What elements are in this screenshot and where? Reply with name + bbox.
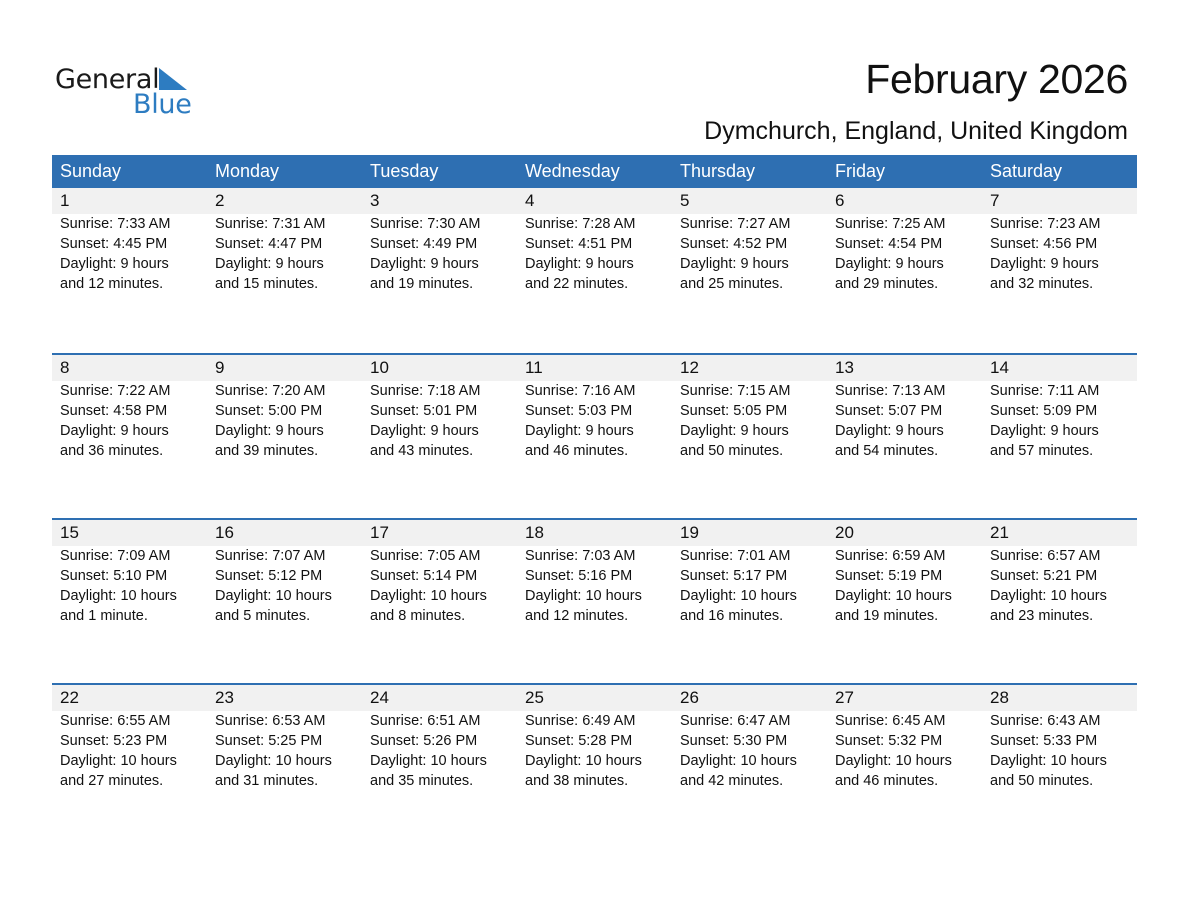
daylight-hours: Daylight: 9 hours xyxy=(835,423,944,439)
daylight-minutes: and 15 minutes. xyxy=(215,276,319,292)
daylight-hours: Daylight: 10 hours xyxy=(60,753,177,769)
day-cell xyxy=(982,355,1137,461)
sunrise-time: Sunrise: 6:53 AM xyxy=(215,713,326,729)
daylight-minutes: and 46 minutes. xyxy=(835,773,939,789)
day-number: 14 xyxy=(990,358,1009,377)
day-sun-info xyxy=(990,381,1137,461)
sunset-time: Sunset: 5:07 PM xyxy=(835,403,943,419)
daylight-minutes: and 42 minutes. xyxy=(680,773,784,789)
daylight-hours: Daylight: 10 hours xyxy=(680,753,797,769)
day-number: 1 xyxy=(60,191,70,210)
day-cell xyxy=(672,188,827,294)
week-row xyxy=(52,683,1137,848)
daylight-minutes: and 5 minutes. xyxy=(215,608,311,624)
weekday-wednesday: Wednesday xyxy=(525,161,620,181)
sunset-time: Sunset: 4:54 PM xyxy=(835,236,943,252)
day-cell xyxy=(827,355,982,461)
daylight-minutes: and 50 minutes. xyxy=(990,773,1094,789)
location-subtitle: Dymchurch, England, United Kingdom xyxy=(704,117,1128,145)
day-cell xyxy=(982,685,1137,791)
sunrise-time: Sunrise: 7:22 AM xyxy=(60,383,171,399)
sunset-time: Sunset: 5:01 PM xyxy=(370,403,478,419)
day-cell xyxy=(207,685,362,791)
day-cell xyxy=(672,685,827,791)
day-number: 22 xyxy=(60,688,79,707)
sunrise-time: Sunrise: 7:07 AM xyxy=(215,548,326,564)
weekday-thursday: Thursday xyxy=(680,161,756,181)
day-number: 16 xyxy=(215,523,234,542)
sunset-time: Sunset: 5:05 PM xyxy=(680,403,788,419)
day-sun-info xyxy=(680,711,827,791)
sunset-time: Sunset: 5:12 PM xyxy=(215,568,323,584)
sunset-time: Sunset: 4:49 PM xyxy=(370,236,478,252)
sunrise-time: Sunrise: 7:30 AM xyxy=(370,216,481,232)
week-days xyxy=(52,355,1137,461)
daylight-hours: Daylight: 9 hours xyxy=(215,256,324,272)
daylight-minutes: and 25 minutes. xyxy=(680,276,784,292)
daylight-hours: Daylight: 10 hours xyxy=(215,753,332,769)
day-number: 3 xyxy=(370,191,380,210)
weekday-saturday: Saturday xyxy=(990,161,1063,181)
calendar-grid xyxy=(52,155,1137,848)
day-number: 19 xyxy=(680,523,699,542)
day-cell xyxy=(517,685,672,791)
sunset-time: Sunset: 5:23 PM xyxy=(60,733,168,749)
day-sun-info xyxy=(370,214,517,294)
daylight-minutes: and 12 minutes. xyxy=(60,276,164,292)
day-cell xyxy=(52,685,207,791)
sunrise-time: Sunrise: 6:45 AM xyxy=(835,713,946,729)
day-number: 23 xyxy=(215,688,234,707)
week-row xyxy=(52,188,1137,353)
day-number: 17 xyxy=(370,523,389,542)
daylight-hours: Daylight: 10 hours xyxy=(680,588,797,604)
week-row xyxy=(52,518,1137,683)
daylight-minutes: and 19 minutes. xyxy=(370,276,474,292)
daylight-hours: Daylight: 9 hours xyxy=(990,423,1099,439)
day-sun-info xyxy=(990,214,1137,294)
logo-text-blue: Blue xyxy=(133,89,192,120)
day-number: 8 xyxy=(60,358,70,377)
day-number: 2 xyxy=(215,191,225,210)
daylight-hours: Daylight: 10 hours xyxy=(990,753,1107,769)
day-sun-info xyxy=(680,381,827,461)
daylight-minutes: and 32 minutes. xyxy=(990,276,1094,292)
daylight-minutes: and 39 minutes. xyxy=(215,443,319,459)
sunrise-time: Sunrise: 7:16 AM xyxy=(525,383,636,399)
daylight-hours: Daylight: 9 hours xyxy=(835,256,944,272)
sunrise-time: Sunrise: 6:57 AM xyxy=(990,548,1101,564)
day-sun-info xyxy=(370,546,517,626)
day-cell xyxy=(827,685,982,791)
sunrise-time: Sunrise: 6:59 AM xyxy=(835,548,946,564)
week-days xyxy=(52,520,1137,626)
sunset-time: Sunset: 4:52 PM xyxy=(680,236,788,252)
day-cell xyxy=(517,520,672,626)
weekday-header xyxy=(52,155,1137,188)
daylight-hours: Daylight: 10 hours xyxy=(215,588,332,604)
day-sun-info xyxy=(215,546,362,626)
sunrise-time: Sunrise: 7:31 AM xyxy=(215,216,326,232)
day-cell xyxy=(982,520,1137,626)
day-cell xyxy=(362,685,517,791)
daylight-hours: Daylight: 10 hours xyxy=(835,753,952,769)
day-sun-info xyxy=(990,546,1137,626)
page-title: February 2026 xyxy=(865,56,1128,102)
sunrise-time: Sunrise: 7:01 AM xyxy=(680,548,791,564)
daylight-minutes: and 54 minutes. xyxy=(835,443,939,459)
day-cell xyxy=(52,520,207,626)
daylight-hours: Daylight: 9 hours xyxy=(60,256,169,272)
daylight-minutes: and 23 minutes. xyxy=(990,608,1094,624)
daylight-hours: Daylight: 10 hours xyxy=(370,753,487,769)
sunset-time: Sunset: 5:10 PM xyxy=(60,568,168,584)
day-sun-info xyxy=(215,711,362,791)
day-sun-info xyxy=(215,381,362,461)
daylight-minutes: and 1 minute. xyxy=(60,608,148,624)
sunrise-time: Sunrise: 7:11 AM xyxy=(990,383,1100,399)
sunrise-time: Sunrise: 6:55 AM xyxy=(60,713,171,729)
day-sun-info xyxy=(835,381,982,461)
sunset-time: Sunset: 4:58 PM xyxy=(60,403,168,419)
day-cell xyxy=(827,520,982,626)
day-cell xyxy=(207,188,362,294)
sunrise-time: Sunrise: 7:27 AM xyxy=(680,216,791,232)
sunset-time: Sunset: 5:25 PM xyxy=(215,733,323,749)
week-days xyxy=(52,188,1137,294)
day-cell xyxy=(672,355,827,461)
day-sun-info xyxy=(215,214,362,294)
day-cell xyxy=(207,520,362,626)
daylight-hours: Daylight: 9 hours xyxy=(525,256,634,272)
day-number: 24 xyxy=(370,688,389,707)
day-number: 15 xyxy=(60,523,79,542)
day-number: 21 xyxy=(990,523,1009,542)
day-sun-info xyxy=(525,546,672,626)
sunset-time: Sunset: 5:32 PM xyxy=(835,733,943,749)
sunset-time: Sunset: 5:33 PM xyxy=(990,733,1098,749)
daylight-minutes: and 31 minutes. xyxy=(215,773,319,789)
day-sun-info xyxy=(60,711,207,791)
sunrise-time: Sunrise: 7:28 AM xyxy=(525,216,636,232)
weekday-monday: Monday xyxy=(215,161,280,181)
day-cell xyxy=(982,188,1137,294)
daylight-minutes: and 8 minutes. xyxy=(370,608,466,624)
day-sun-info xyxy=(525,711,672,791)
sunset-time: Sunset: 4:45 PM xyxy=(60,236,168,252)
day-cell xyxy=(362,520,517,626)
day-number: 28 xyxy=(990,688,1009,707)
daylight-hours: Daylight: 9 hours xyxy=(680,256,789,272)
sunset-time: Sunset: 5:19 PM xyxy=(835,568,943,584)
sunset-time: Sunset: 5:14 PM xyxy=(370,568,478,584)
day-sun-info xyxy=(835,546,982,626)
sunrise-time: Sunrise: 6:49 AM xyxy=(525,713,636,729)
logo-text-general: General xyxy=(55,64,160,95)
daylight-minutes: and 27 minutes. xyxy=(60,773,164,789)
day-cell xyxy=(362,355,517,461)
day-sun-info xyxy=(680,546,827,626)
sunrise-time: Sunrise: 7:05 AM xyxy=(370,548,481,564)
sunrise-time: Sunrise: 7:03 AM xyxy=(525,548,636,564)
day-number: 10 xyxy=(370,358,389,377)
day-cell xyxy=(362,188,517,294)
daylight-hours: Daylight: 9 hours xyxy=(215,423,324,439)
day-number: 18 xyxy=(525,523,544,542)
day-sun-info xyxy=(835,711,982,791)
sunrise-time: Sunrise: 7:23 AM xyxy=(990,216,1101,232)
weekday-sunday: Sunday xyxy=(60,161,122,181)
daylight-hours: Daylight: 10 hours xyxy=(370,588,487,604)
day-sun-info xyxy=(60,381,207,461)
weeks-container xyxy=(52,188,1137,848)
sunset-time: Sunset: 5:00 PM xyxy=(215,403,323,419)
sunset-time: Sunset: 5:28 PM xyxy=(525,733,633,749)
day-number: 9 xyxy=(215,358,225,377)
sunrise-time: Sunrise: 7:18 AM xyxy=(370,383,481,399)
daylight-hours: Daylight: 10 hours xyxy=(525,753,642,769)
sunset-time: Sunset: 5:03 PM xyxy=(525,403,633,419)
daylight-hours: Daylight: 9 hours xyxy=(990,256,1099,272)
daylight-minutes: and 29 minutes. xyxy=(835,276,939,292)
day-sun-info xyxy=(680,214,827,294)
sunset-time: Sunset: 5:26 PM xyxy=(370,733,478,749)
day-sun-info xyxy=(60,546,207,626)
daylight-hours: Daylight: 9 hours xyxy=(370,256,479,272)
daylight-minutes: and 19 minutes. xyxy=(835,608,939,624)
sunset-time: Sunset: 5:30 PM xyxy=(680,733,788,749)
daylight-minutes: and 35 minutes. xyxy=(370,773,474,789)
sunrise-time: Sunrise: 7:33 AM xyxy=(60,216,171,232)
day-cell xyxy=(672,520,827,626)
day-number: 12 xyxy=(680,358,699,377)
daylight-hours: Daylight: 9 hours xyxy=(60,423,169,439)
week-row xyxy=(52,353,1137,518)
day-number: 26 xyxy=(680,688,699,707)
sunset-time: Sunset: 5:21 PM xyxy=(990,568,1098,584)
day-cell xyxy=(827,188,982,294)
daylight-minutes: and 50 minutes. xyxy=(680,443,784,459)
daylight-minutes: and 43 minutes. xyxy=(370,443,474,459)
weekday-friday: Friday xyxy=(835,161,886,181)
day-cell xyxy=(517,355,672,461)
sunrise-time: Sunrise: 7:09 AM xyxy=(60,548,171,564)
day-number: 5 xyxy=(680,191,690,210)
day-sun-info xyxy=(60,214,207,294)
daylight-minutes: and 22 minutes. xyxy=(525,276,629,292)
daylight-minutes: and 46 minutes. xyxy=(525,443,629,459)
daylight-hours: Daylight: 9 hours xyxy=(680,423,789,439)
sunrise-time: Sunrise: 7:20 AM xyxy=(215,383,326,399)
sunrise-time: Sunrise: 6:43 AM xyxy=(990,713,1101,729)
daylight-minutes: and 57 minutes. xyxy=(990,443,1094,459)
sunset-time: Sunset: 5:09 PM xyxy=(990,403,1098,419)
sunrise-time: Sunrise: 7:15 AM xyxy=(680,383,791,399)
weekday-tuesday: Tuesday xyxy=(370,161,439,181)
sunrise-time: Sunrise: 6:47 AM xyxy=(680,713,791,729)
day-number: 27 xyxy=(835,688,854,707)
sunrise-time: Sunrise: 6:51 AM xyxy=(370,713,481,729)
daylight-minutes: and 38 minutes. xyxy=(525,773,629,789)
day-number: 11 xyxy=(525,358,543,377)
daylight-hours: Daylight: 10 hours xyxy=(835,588,952,604)
day-number: 4 xyxy=(525,191,535,210)
daylight-minutes: and 16 minutes. xyxy=(680,608,784,624)
day-sun-info xyxy=(990,711,1137,791)
day-sun-info xyxy=(525,214,672,294)
day-sun-info xyxy=(370,381,517,461)
daylight-hours: Daylight: 9 hours xyxy=(370,423,479,439)
daylight-minutes: and 12 minutes. xyxy=(525,608,629,624)
day-sun-info xyxy=(835,214,982,294)
daylight-hours: Daylight: 10 hours xyxy=(60,588,177,604)
day-sun-info xyxy=(525,381,672,461)
day-number: 6 xyxy=(835,191,845,210)
day-cell xyxy=(52,188,207,294)
daylight-hours: Daylight: 10 hours xyxy=(525,588,642,604)
daylight-hours: Daylight: 10 hours xyxy=(990,588,1107,604)
day-cell xyxy=(517,188,672,294)
sunrise-time: Sunrise: 7:13 AM xyxy=(835,383,946,399)
sunset-time: Sunset: 5:17 PM xyxy=(680,568,788,584)
day-number: 7 xyxy=(990,191,1000,210)
day-cell xyxy=(207,355,362,461)
daylight-minutes: and 36 minutes. xyxy=(60,443,164,459)
day-number: 13 xyxy=(835,358,854,377)
day-sun-info xyxy=(370,711,517,791)
day-cell xyxy=(52,355,207,461)
week-days xyxy=(52,685,1137,791)
sunset-time: Sunset: 5:16 PM xyxy=(525,568,633,584)
day-number: 20 xyxy=(835,523,854,542)
sunset-time: Sunset: 4:51 PM xyxy=(525,236,633,252)
sunrise-time: Sunrise: 7:25 AM xyxy=(835,216,946,232)
sunset-time: Sunset: 4:47 PM xyxy=(215,236,323,252)
daylight-hours: Daylight: 9 hours xyxy=(525,423,634,439)
logo xyxy=(55,64,195,120)
sunset-time: Sunset: 4:56 PM xyxy=(990,236,1098,252)
day-number: 25 xyxy=(525,688,544,707)
